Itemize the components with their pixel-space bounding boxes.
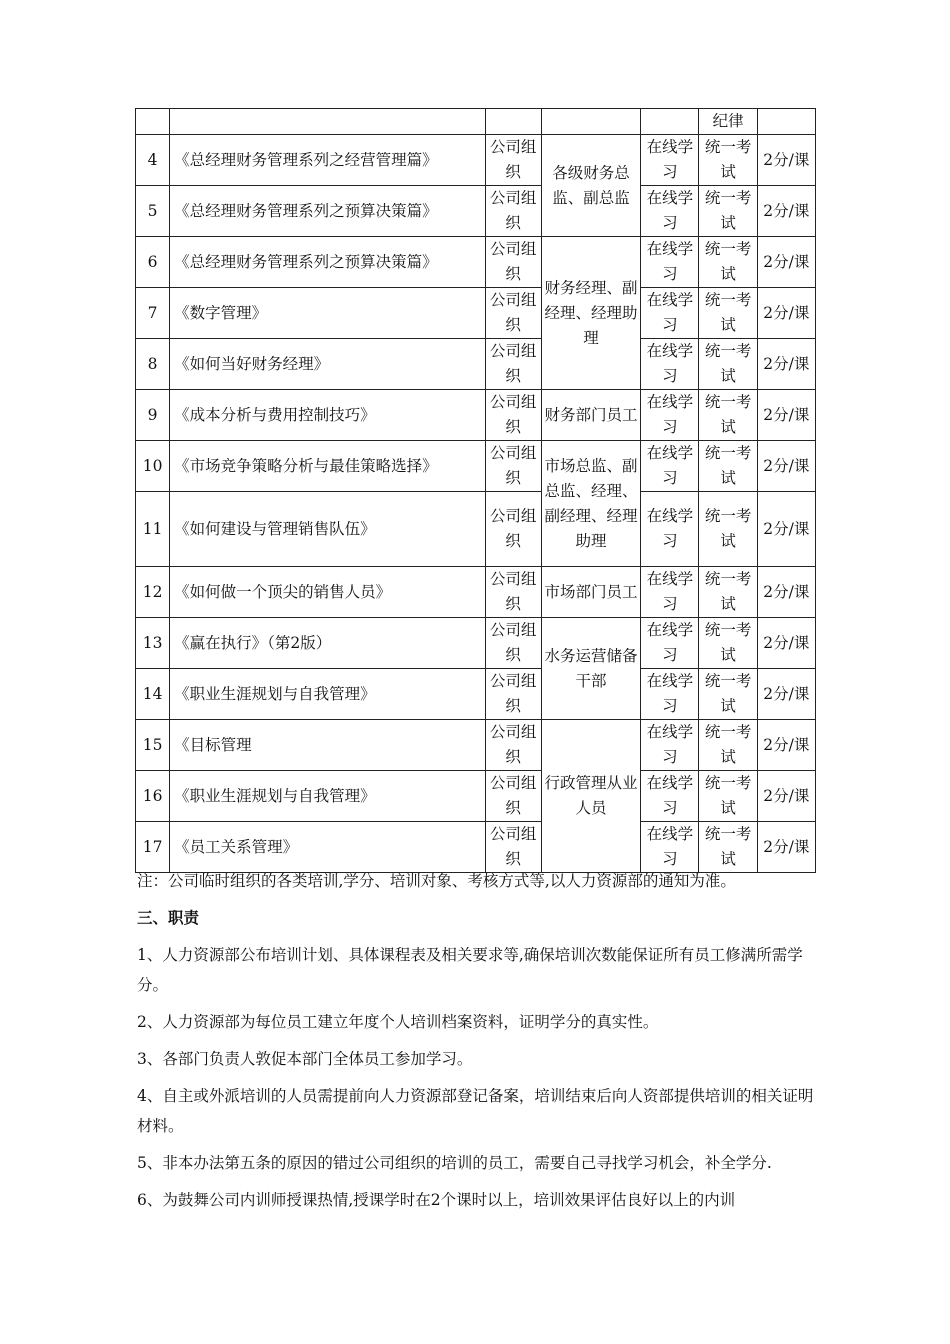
course-title: 《如何建设与管理销售队伍》: [170, 492, 485, 567]
organizer: 公司组织: [485, 822, 541, 873]
credit: 2分/课: [757, 771, 815, 822]
row-number: 10: [136, 441, 170, 492]
study-mode: 在线学习: [641, 720, 699, 771]
credit: 2分/课: [757, 720, 815, 771]
table-row: [136, 822, 816, 873]
exam-mode: 统一考试: [699, 618, 757, 669]
target-audience: 财务部门员工: [541, 390, 640, 441]
organizer: 公司组织: [485, 771, 541, 822]
study-mode: 在线学习: [641, 822, 699, 873]
study-mode: 在线学习: [641, 492, 699, 567]
credit: 2分/课: [757, 567, 815, 618]
course-title: 《赢在执行》（第2版）: [170, 618, 485, 669]
row-number: 17: [136, 822, 170, 873]
organizer: 公司组织: [485, 339, 541, 390]
row-number: 16: [136, 771, 170, 822]
target-audience: 财务经理、副经理、经理助理: [541, 237, 640, 390]
credit: 2分/课: [757, 669, 815, 720]
table-row: [136, 186, 816, 237]
credit: 2分/课: [757, 618, 815, 669]
course-title: 《目标管理: [170, 720, 485, 771]
exam-mode: 统一考试: [699, 288, 757, 339]
paragraph: 6、为鼓舞公司内训师授课热情,授课学时在2个课时以上，培训效果评估良好以上的内训: [137, 1191, 736, 1209]
target-audience: 各级财务总监、副总监: [541, 135, 640, 237]
row-number: 13: [136, 618, 170, 669]
organizer: 公司组织: [485, 135, 541, 186]
table-row: [136, 109, 816, 135]
study-mode: 在线学习: [641, 618, 699, 669]
organizer: 公司组织: [485, 567, 541, 618]
document-body: [137, 866, 817, 1215]
course-title: 《总经理财务管理系列之预算决策篇》: [170, 186, 485, 237]
table-cell: 纪律: [699, 109, 757, 135]
row-number: 11: [136, 492, 170, 567]
credit: 2分/课: [757, 492, 815, 567]
table-row: [136, 771, 816, 822]
credit: 2分/课: [757, 135, 815, 186]
study-mode: 在线学习: [641, 567, 699, 618]
table-row: [136, 441, 816, 492]
table-row: [136, 720, 816, 771]
credit: 2分/课: [757, 237, 815, 288]
row-number: 15: [136, 720, 170, 771]
study-mode: 在线学习: [641, 288, 699, 339]
organizer: 公司组织: [485, 288, 541, 339]
study-mode: 在线学习: [641, 237, 699, 288]
table-row: [136, 618, 816, 669]
exam-mode: 统一考试: [699, 771, 757, 822]
study-mode: 在线学习: [641, 771, 699, 822]
table-row: [136, 567, 816, 618]
exam-mode: 统一考试: [699, 390, 757, 441]
table-row: [136, 237, 816, 288]
table-row: [136, 288, 816, 339]
row-number: 5: [136, 186, 170, 237]
table-row: [136, 135, 816, 186]
exam-mode: 统一考试: [699, 339, 757, 390]
target-audience: 市场总监、副总监、经理、副经理、经理助理: [541, 441, 640, 567]
paragraph: 5、非本办法第五条的原因的错过公司组织的培训的员工，需要自己寻找学习机会，补全学分.: [137, 1154, 772, 1172]
exam-mode: 统一考试: [699, 135, 757, 186]
table-note: 注：公司临时组织的各类培训,学分、培训对象、考核方式等,以人力资源部的通知为准。: [137, 872, 736, 890]
exam-mode: 统一考试: [699, 720, 757, 771]
organizer: 公司组织: [485, 492, 541, 567]
credit: 2分/课: [757, 441, 815, 492]
target-audience: 市场部门员工: [541, 567, 640, 618]
organizer: 公司组织: [485, 186, 541, 237]
organizer: 公司组织: [485, 669, 541, 720]
exam-mode: 统一考试: [699, 822, 757, 873]
course-title: 《如何做一个顶尖的销售人员》: [170, 567, 485, 618]
course-title: 《成本分析与费用控制技巧》: [170, 390, 485, 441]
paragraph: 4、自主或外派培训的人员需提前向人力资源部登记备案，培训结束后向人资部提供培训的相关证明材料。: [137, 1087, 814, 1135]
organizer: 公司组织: [485, 441, 541, 492]
row-number: 12: [136, 567, 170, 618]
exam-mode: 统一考试: [699, 237, 757, 288]
organizer: 公司组织: [485, 237, 541, 288]
credit: 2分/课: [757, 822, 815, 873]
row-number: 9: [136, 390, 170, 441]
course-title: 《职业生涯规划与自我管理》: [170, 771, 485, 822]
section-heading: 三、职责: [137, 908, 200, 927]
target-audience: 水务运营储备干部: [541, 618, 640, 720]
organizer: 公司组织: [485, 720, 541, 771]
course-title: 《总经理财务管理系列之预算决策篇》: [170, 237, 485, 288]
study-mode: 在线学习: [641, 669, 699, 720]
exam-mode: 统一考试: [699, 567, 757, 618]
credit: 2分/课: [757, 390, 815, 441]
exam-mode: 统一考试: [699, 492, 757, 567]
paragraph: 3、各部门负责人敦促本部门全体员工参加学习。: [137, 1050, 473, 1068]
table-row: [136, 492, 816, 567]
course-title: 《职业生涯规划与自我管理》: [170, 669, 485, 720]
row-number: 6: [136, 237, 170, 288]
credit: 2分/课: [757, 186, 815, 237]
paragraph: 2、人力资源部为每位员工建立年度个人培训档案资料，证明学分的真实性。: [137, 1013, 659, 1031]
row-number: 7: [136, 288, 170, 339]
course-title: 《数字管理》: [170, 288, 485, 339]
study-mode: 在线学习: [641, 441, 699, 492]
row-number: 14: [136, 669, 170, 720]
study-mode: 在线学习: [641, 135, 699, 186]
exam-mode: 统一考试: [699, 669, 757, 720]
course-table: [135, 108, 816, 873]
table-row: [136, 339, 816, 390]
credit: 2分/课: [757, 339, 815, 390]
paragraph: 1、人力资源部公布培训计划、具体课程表及相关要求等,确保培训次数能保证所有员工修满所需学分。: [137, 946, 803, 994]
credit: 2分/课: [757, 288, 815, 339]
course-title: 《员工关系管理》: [170, 822, 485, 873]
target-audience: 行政管理从业人员: [541, 720, 640, 873]
row-number: 4: [136, 135, 170, 186]
course-title: 《如何当好财务经理》: [170, 339, 485, 390]
exam-mode: 统一考试: [699, 186, 757, 237]
study-mode: 在线学习: [641, 186, 699, 237]
organizer: 公司组织: [485, 390, 541, 441]
course-title: 《总经理财务管理系列之经营管理篇》: [170, 135, 485, 186]
course-title: 《市场竞争策略分析与最佳策略选择》: [170, 441, 485, 492]
row-number: 8: [136, 339, 170, 390]
study-mode: 在线学习: [641, 339, 699, 390]
study-mode: 在线学习: [641, 390, 699, 441]
organizer: 公司组织: [485, 618, 541, 669]
exam-mode: 统一考试: [699, 441, 757, 492]
table-row: [136, 390, 816, 441]
table-row: [136, 669, 816, 720]
